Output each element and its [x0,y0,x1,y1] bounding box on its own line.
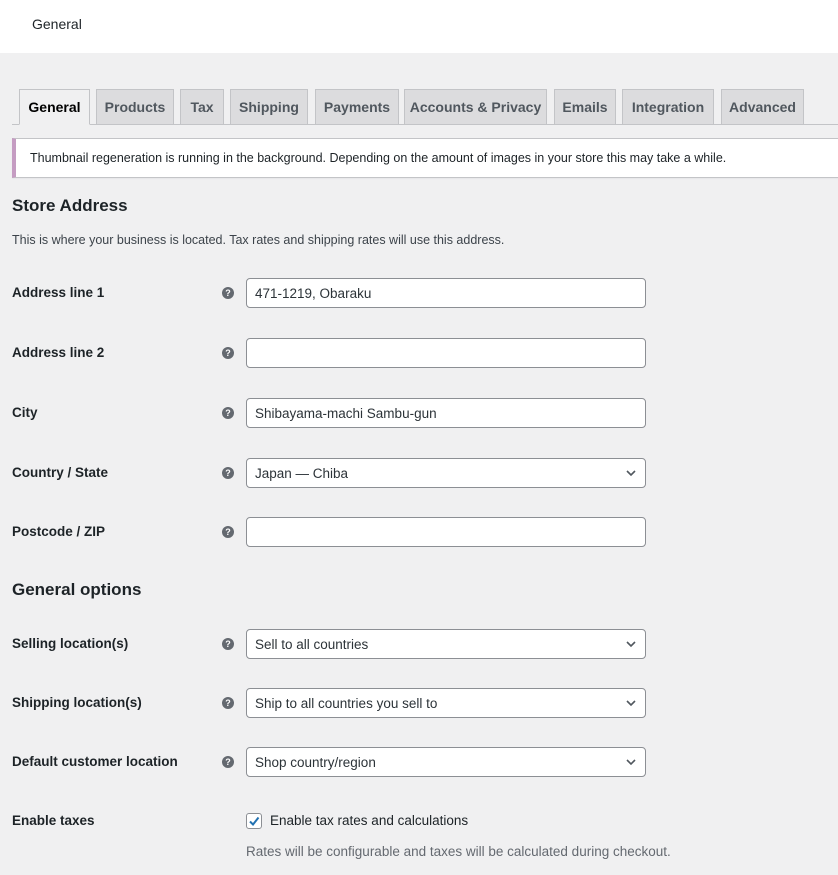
help-icon[interactable]: ? [222,526,234,538]
help-icon[interactable]: ? [222,638,234,650]
enable-taxes-hint: Rates will be configurable and taxes will be calculated during checkout. [246,844,671,859]
chevron-down-icon [625,467,637,479]
help-icon[interactable]: ? [222,697,234,709]
chevron-down-icon [625,756,637,768]
tab-products[interactable]: Products [96,89,174,124]
country-state-select[interactable] [246,458,646,488]
page-header [0,0,838,53]
address-line-2-label: Address line 2 [12,345,105,360]
customer-location-select[interactable] [246,747,646,777]
address-line-2-input[interactable] [246,338,646,368]
city-label: City [12,405,38,420]
enable-taxes-checkbox[interactable] [246,813,262,829]
tab-payments[interactable]: Payments [315,89,399,124]
shipping-location-value: Ship to all countries you sell to [255,695,438,711]
general-options-heading: General options [12,580,142,599]
customer-location-value: Shop country/region [255,754,376,770]
notice-text: Thumbnail regeneration is running in the background. Depending on the amount of images in your store this may take a while. [30,151,727,165]
postcode-input[interactable] [246,517,646,547]
notice-banner [12,138,838,178]
help-icon[interactable]: ? [222,756,234,768]
help-icon[interactable]: ? [222,407,234,419]
store-address-heading: Store Address [12,196,128,215]
settings-tabs [12,89,838,125]
selling-location-label: Selling location(s) [12,636,129,651]
selling-location-value: Sell to all countries [255,636,369,652]
check-icon [248,815,260,827]
chevron-down-icon [625,638,637,650]
city-input[interactable] [246,398,646,428]
tab-shipping[interactable]: Shipping [230,89,308,124]
enable-taxes-label: Enable taxes [12,813,95,828]
help-icon[interactable]: ? [222,287,234,299]
tab-tax[interactable]: Tax [180,89,224,124]
tab-advanced[interactable]: Advanced [721,89,804,124]
tab-accounts-privacy[interactable]: Accounts & Privacy [404,89,547,124]
shipping-location-label: Shipping location(s) [12,695,142,710]
customer-location-label: Default customer location [12,754,178,769]
country-state-label: Country / State [12,465,109,480]
selling-location-select[interactable] [246,629,646,659]
shipping-location-select[interactable] [246,688,646,718]
store-address-description: This is where your business is located. Tax rates and shipping rates will use this address. [12,233,505,247]
address-line-1-label: Address line 1 [12,285,105,300]
chevron-down-icon [625,697,637,709]
tab-emails[interactable]: Emails [554,89,616,124]
tab-general[interactable]: General [19,89,90,125]
enable-taxes-checkbox-label[interactable]: Enable tax rates and calculations [270,813,469,828]
country-state-value: Japan — Chiba [255,465,349,481]
tab-integration[interactable]: Integration [622,89,714,124]
help-icon[interactable]: ? [222,467,234,479]
address-line-1-input[interactable] [246,278,646,308]
help-icon[interactable]: ? [222,347,234,359]
postcode-label: Postcode / ZIP [12,524,106,539]
page-title: General [32,16,82,32]
